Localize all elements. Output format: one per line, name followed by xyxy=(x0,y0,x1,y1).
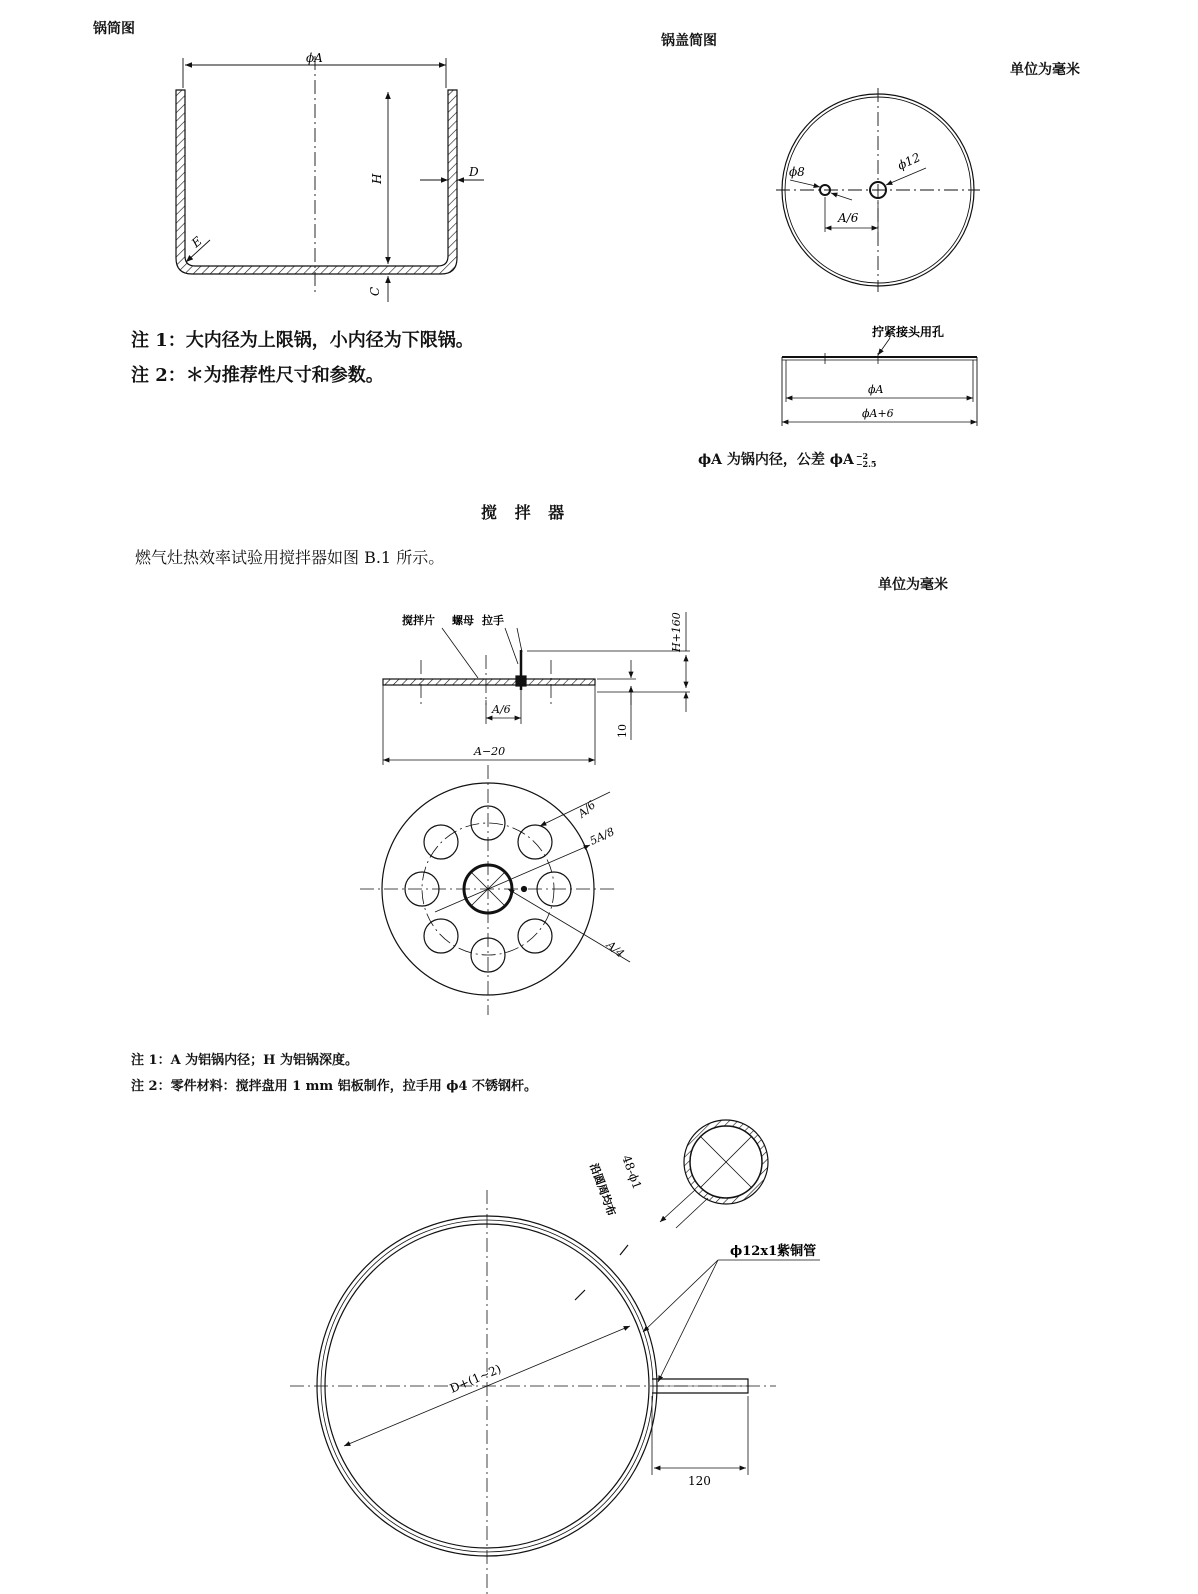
stirrer-side-view xyxy=(383,612,690,765)
stirrer-note-1: 注 1：A 为铝锅内径；H 为铝锅深度。 xyxy=(131,1053,358,1068)
stirrer-label-offset: A/6 xyxy=(492,703,511,716)
pot-label-bottom: C xyxy=(368,286,382,296)
lid-label-hole-small: ϕ8 xyxy=(789,165,805,179)
lid-title: 锅盖简图 xyxy=(661,33,717,49)
coil-label-diameter: D+(1~2) xyxy=(447,1361,504,1396)
stirrer-label-thickness: 10 xyxy=(616,724,629,738)
lid-unit: 单位为毫米 xyxy=(1010,62,1080,78)
stirrer-unit: 单位为毫米 xyxy=(878,577,948,593)
pot-label-diameter: ϕA xyxy=(306,51,323,65)
lid-label-hole-large: ϕ12 xyxy=(895,150,923,173)
lid-label-inner: ϕA xyxy=(868,383,884,396)
stirrer-label-nut: 螺母 xyxy=(452,614,474,627)
stirrer-label-handle: 拉手 xyxy=(482,614,504,627)
pot-title: 锅筒图 xyxy=(93,21,135,37)
lid-tolerance-lower: −2.5 xyxy=(855,459,877,469)
lid-label-offset: A/6 xyxy=(838,211,859,225)
stirrer-label-height: H+160 xyxy=(670,612,683,652)
pot-label-height: H xyxy=(370,173,384,184)
stirrer-label-width: A−20 xyxy=(474,745,506,758)
stirrer-note-2: 注 2：零件材料：搅拌盘用 1 mm 铝板制作，拉手用 ϕ4 不锈钢杆。 xyxy=(131,1079,538,1094)
coil-drawing xyxy=(290,1120,820,1594)
coil-label-tube: ϕ12x1紫铜管 xyxy=(730,1244,817,1259)
stirrer-label-center: A/4 xyxy=(604,938,627,961)
pot-label-thickness: D xyxy=(469,165,479,179)
coil-label-length: 120 xyxy=(688,1474,711,1488)
lid-caption-text: ϕA 为锅内径，公差 ϕA xyxy=(698,452,854,468)
lid-top-view xyxy=(776,88,980,292)
lid-tolerance-upper: −2 xyxy=(855,451,869,461)
stirrer-label-blade: 搅拌片 xyxy=(402,614,435,627)
stirrer-heading: 搅 拌 器 xyxy=(481,503,571,522)
stirrer-intro: 燃气灶热效率试验用搅拌器如图 B.1 所示。 xyxy=(135,548,445,567)
pot-note-1: 注 1：大内径为上限锅，小内径为下限锅。 xyxy=(131,330,474,351)
pot-drawing xyxy=(176,56,484,302)
lid-label-hole-callout: 拧紧接头用孔 xyxy=(872,325,945,339)
pot-label-radius: E xyxy=(188,233,205,251)
coil-label-holes: 48-ϕ1 xyxy=(619,1153,645,1192)
stirrer-label-hole-d: A/6 xyxy=(575,798,599,821)
pot-note-2: 注 2：＊为推荐性尺寸和参数。 xyxy=(131,365,384,386)
stirrer-label-ring: 5A/8 xyxy=(587,825,617,848)
coil-label-holes-note: 沿圆周均布 xyxy=(587,1161,619,1218)
lid-label-outer: ϕA+6 xyxy=(862,407,894,420)
